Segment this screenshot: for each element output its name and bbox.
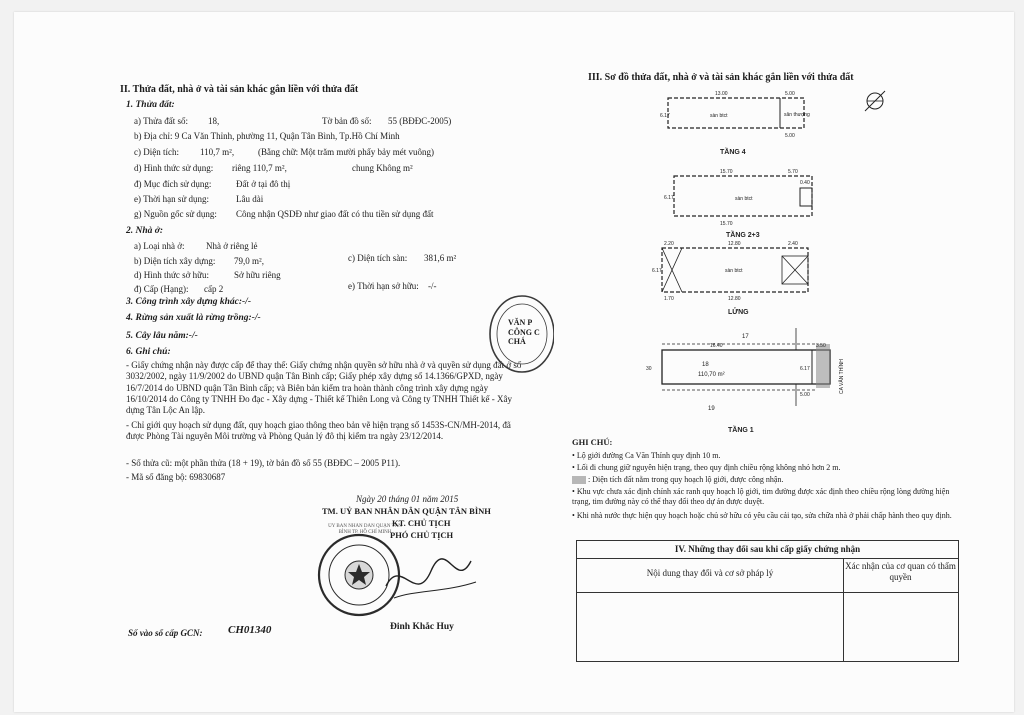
house-floor-area-value: 381,6 m² [424,253,457,263]
section-ii-title: II. Thửa đất, nhà ở và tài sản khác gắn liền với thửa đất [120,84,359,95]
loft-room-label: sàn btct [725,268,743,274]
floor23-top-dim: 15.70 [720,169,733,175]
north-arrow-icon [862,88,888,114]
floor1-left-dim: 30 [646,366,652,372]
house-ownership-label: d) Hình thức sở hữu: [134,270,210,280]
signature [376,546,486,612]
house-grade-value: cấp 2 [204,284,224,294]
sign-acting: KT. CHỦ TỊCH [392,518,451,528]
serial-label: Số vào sổ cấp GCN: [128,628,203,638]
right-note-5-text: Khi nhà nước thực hiện quy hoạch hoặc chủ sở hữu có yêu cầu cải tạo, sửa chữa nhà ở phải chấp hành theo quy định. [576,511,952,520]
changes-table-title: IV. Những thay đổi sau khi cấp giấy chứng nhận [674,544,861,554]
land-use-form-label: d) Hình thức sử dụng: [134,163,214,173]
serial-value: CH01340 [228,624,272,636]
changes-table-title-row [577,541,958,559]
house-built-area-label: b) Diện tích xây dựng: [134,256,216,266]
right-note-2-text: Lối đi chung giữ nguyên hiện trạng, theo quy định chiều rộng không nhỏ hơn 2 m. [576,463,841,472]
land-parcel-value: 18, [208,116,220,126]
floor-plan-diagram [560,84,860,434]
floor1-lot-no: 18 [702,362,709,368]
floor4-top-dim2: 5.00 [785,91,795,97]
loft-bot-dim2: 1.70 [664,296,674,302]
floor23-room-label: sàn btct [735,196,753,202]
land-purpose-value: Đất ở tại đô thị [236,179,291,189]
land-term-value: Lâu dài [236,194,264,204]
loft-side-dim: 6.17 [652,268,662,274]
house-type-value: Nhà ở riêng lẻ [206,241,258,251]
land-term-label: e) Thời hạn sử dụng: [134,194,209,204]
other-works-heading: 3. Công trình xây dựng khác:-/- [126,297,251,307]
forest-heading: 4. Rừng sản xuất là rừng trồng:-/- [126,313,261,323]
land-use-common: chung Không m² [352,163,413,173]
section-iii-title: III. Sơ đồ thửa đất, nhà ở và tài sản khác gắn liền với thửa đất [588,72,854,83]
floor4-label: TẦNG 4 [720,149,746,156]
note-planning: - Chỉ giới quy hoạch sử dụng đất, quy hoạch giao thông theo bản vẽ hiện trạng số 1453S-CN/MH-2014, đã được Phòng Tài nguyên Môi trường và Phòng Quản lý đô thị kiểm tra ngày 23/12/2014. [126,420,511,442]
floor4-top-dim: 13.00 [715,91,728,97]
changes-col-confirmation: Xác nhận của cơ quan có thẩm quyền [845,561,956,583]
house-term-label: e) Thời hạn sở hữu: [348,281,419,291]
floor1-label: TẦNG 1 [728,427,754,434]
floor1-plan [646,328,845,434]
right-note-1: • Lộ giới đường Ca Văn Thỉnh quy định 10 m. [572,451,721,460]
street-label: CA VĂN THỈNH [839,359,845,394]
house-built-area-value: 79,0 m², [234,256,264,266]
floor4-plan [660,91,810,156]
sign-title: PHÓ CHỦ TỊCH [390,530,454,540]
right-note-3-text: : Diện tích đất nằm trong quy hoạch lộ giới, được công nhận. [588,475,784,484]
land-origin-label: g) Nguồn gốc sử dụng: [134,209,217,219]
notes-heading: 6. Ghi chú: [126,347,171,357]
land-map-label: Tờ bản đồ số: [322,116,372,126]
note-old-parcel: - Số thửa cũ: một phần thửa (18 + 19), tờ bản đồ số 55 (BĐĐC – 2005 P11). [126,458,401,468]
land-address: b) Địa chỉ: 9 Ca Văn Thỉnh, phường 11, Quận Tân Bình, Tp.Hồ Chí Minh [134,131,400,141]
changes-table-header-row [577,558,958,593]
floor1-side-dim: 3.50 [816,343,826,349]
floor1-bot-dim: 5.00 [800,392,810,398]
right-note-5: • Khi nhà nước thực hiện quy hoạch hoặc chủ sở hữu có yêu cầu cải tạo, sửa chữa nhà ở phải chấp hành theo quy định. [572,511,952,520]
floor1-area: 110,70 m² [698,372,725,378]
floor1-lot19: 19 [708,406,715,412]
floor1-side-dim2: 6.17 [800,366,810,372]
floor23-side-dim: 6.17 [664,195,674,201]
floor23-plan [664,169,812,239]
changes-col-content: Nội dung thay đổi và cơ sở pháp lý [646,568,774,578]
sign-authority: TM. UỶ BAN NHÂN DÂN QUẬN TÂN BÌNH [322,506,491,516]
notes-title: GHI CHÚ: [572,437,613,447]
loft-bot-dim: 12.80 [728,296,741,302]
house-floor-area-label: c) Diện tích sàn: [348,253,408,263]
note-registration-code: - Mã số đăng bộ: 69830687 [126,472,226,482]
land-parcel-label: a) Thửa đất số: [134,116,188,126]
right-note-1-text: Lộ giới đường Ca Văn Thỉnh quy định 10 m. [576,451,721,460]
loft-plan [652,241,808,316]
floor1-top-dim: 16.40 [710,343,723,349]
changes-table [576,540,959,662]
floor23-side-dim2: 0.40 [800,180,810,186]
loft-label: LỬNG [728,309,749,316]
land-purpose-label: đ) Mục đích sử dụng: [134,179,212,189]
house-heading: 2. Nhà ở: [126,226,164,236]
perennial-heading: 5. Cây lâu năm:-/- [126,331,198,341]
floor1-lot17: 17 [742,334,749,340]
floor4-bot-dim: 5.00 [785,133,795,139]
loft-left-dim: 2.20 [664,241,674,247]
land-area-label: c) Diện tích: [134,147,179,157]
house-ownership-value: Sở hữu riêng [234,270,281,280]
office-stamp-text: VĂN P CÔNG C CHÁ [508,318,540,347]
changes-table-divider [843,558,844,661]
official-seal-text: ỦY BAN NHÂN DÂN QUẬN TÂN BÌNH TP. HỒ CHÍ MINH [328,524,402,535]
right-note-2: • Lối đi chung giữ nguyên hiện trạng, theo quy định chiều rộng không nhỏ hơn 2 m. [572,463,841,472]
loft-top-dim: 12.80 [728,241,741,247]
floor23-top-dim2: 5.70 [788,169,798,175]
signer-name: Đinh Khắc Huy [390,622,454,632]
house-term-value: -/- [428,281,437,291]
issue-date: Ngày 20 tháng 01 năm 2015 [356,494,459,504]
house-type-label: a) Loại nhà ở: [134,241,185,251]
floor4-side-dim: 6.17 [660,113,670,119]
land-origin-value: Công nhận QSDĐ như giao đất có thu tiền sử dụng đất [236,209,434,219]
note-replacement: - Giấy chứng nhận này được cấp để thay thế: Giấy chứng nhận quyền sở hữu nhà ở và quyền sử dụng đất ở số 3032/2002, ngày 11/9/2002 do UBND quận Tân Bình cấp; Giấy phép xây dựng số 14.1366/GPXD, ngày 16/7/2014 do UBND quận Tân Bình cấp; và Biên bản kiểm tra hoàn thành công trình xây dựng ngày 16/10/2014 do Công ty TNHH Đo đạc - Xây dựng - Thiết kế Thiên Long và Công ty TNHH Thiết kế - Xây dựng Tân Lộc An lập. [126,360,522,415]
land-area-words: (Bằng chữ: Một trăm mười phẩy bảy mét vuông) [258,147,434,157]
right-note-4-text: Khu vực chưa xác định chính xác ranh quy hoạch lộ giới, tim đường được xác định theo chiều rộng lòng đường hiện trạng, tim đường này có thể thay đổi theo dự án được duyệt. [572,487,950,506]
floor4-terrace-label: sân thượng [784,112,810,118]
land-heading: 1. Thửa đất: [126,100,175,110]
right-note-3 [572,475,783,484]
land-area-value: 110,7 m², [200,147,235,157]
hatch-legend-icon [572,476,586,484]
right-note-4: • Khu vực chưa xác định chính xác ranh quy hoạch lộ giới, tim đường được xác định theo chiều rộng lòng đường hiện trạng, tim đường này có thể thay đổi theo dự án được duyệt. [572,487,950,506]
floor23-label: TẦNG 2+3 [726,232,760,239]
land-use-form-value: riêng 110,7 m², [232,163,287,173]
floor23-bot-dim: 15.70 [720,221,733,227]
land-map-value: 55 (BĐĐC-2005) [388,116,452,126]
loft-top-dim2: 2.40 [788,241,798,247]
house-grade-label: đ) Cấp (Hạng): [134,284,189,294]
floor4-room-label: sàn btct [710,113,728,119]
